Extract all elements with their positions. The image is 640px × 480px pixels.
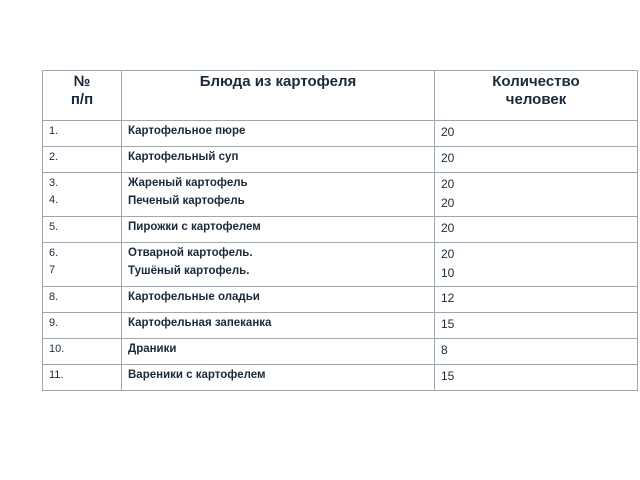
cell-number: 11.: [43, 365, 122, 391]
cell-dish: Картофельный суп: [122, 147, 435, 173]
cell-number: 8.: [43, 287, 122, 313]
header-number-line1: №: [73, 73, 91, 90]
cell-dish: Картофельная запеканка: [122, 313, 435, 339]
cell-dish: [122, 243, 435, 287]
cell-number: 10.: [43, 339, 122, 365]
cell-number: 2.: [43, 147, 122, 173]
cell-dish: Вареники с картофелем: [122, 365, 435, 391]
cell-number: [43, 243, 122, 287]
header-number-line2: п/п: [70, 90, 94, 108]
header-cell-dish: Блюда из картофеля: [122, 71, 435, 121]
table-body: [43, 121, 638, 391]
cell-number-line2: 7: [49, 264, 56, 277]
cell-number: 9.: [43, 313, 122, 339]
table-row: [43, 243, 638, 287]
cell-dish: Пирожки с картофелем: [122, 217, 435, 243]
table-row: [43, 287, 638, 313]
header-cell-number: [43, 71, 122, 121]
cell-number: 5.: [43, 217, 122, 243]
cell-dish-line1: Отварной картофель.: [128, 247, 253, 259]
cell-count: 20: [435, 217, 638, 243]
cell-count: 15: [435, 313, 638, 339]
cell-count: 8: [435, 339, 638, 365]
cell-number-line2: 4.: [49, 194, 59, 207]
cell-dish-line2: Печеный картофель: [128, 194, 245, 207]
table-row: [43, 365, 638, 391]
cell-count-line1: 20: [441, 177, 455, 191]
table-header: [43, 71, 638, 121]
cell-count-line2: 20: [441, 195, 455, 210]
cell-number-line1: 3.: [49, 177, 59, 189]
cell-count: 20: [435, 121, 638, 147]
cell-dish: [122, 173, 435, 217]
table-header-row: [43, 71, 638, 121]
cell-dish: Картофельное пюре: [122, 121, 435, 147]
cell-count: [435, 243, 638, 287]
cell-count: 12: [435, 287, 638, 313]
header-count-line2: человек: [505, 90, 567, 108]
cell-number: [43, 173, 122, 217]
table-row: [43, 339, 638, 365]
table-row: [43, 147, 638, 173]
cell-dish: Картофельные оладьи: [122, 287, 435, 313]
cell-count: 20: [435, 147, 638, 173]
cell-dish-line1: Жареный картофель: [128, 177, 248, 189]
dishes-table-container: [42, 70, 598, 391]
table-row: [43, 313, 638, 339]
cell-dish: Драники: [122, 339, 435, 365]
dishes-table: [42, 70, 638, 391]
table-row: [43, 217, 638, 243]
table-row: [43, 121, 638, 147]
cell-count: 15: [435, 365, 638, 391]
cell-dish-line2: Тушёный картофель.: [128, 264, 250, 277]
header-count-line1: Количество: [492, 73, 580, 90]
cell-count-line1: 20: [441, 247, 455, 261]
header-cell-count: [435, 71, 638, 121]
cell-number-line1: 6.: [49, 247, 59, 259]
table-row: [43, 173, 638, 217]
cell-number: 1.: [43, 121, 122, 147]
cell-count: [435, 173, 638, 217]
cell-count-line2: 10: [441, 265, 455, 280]
